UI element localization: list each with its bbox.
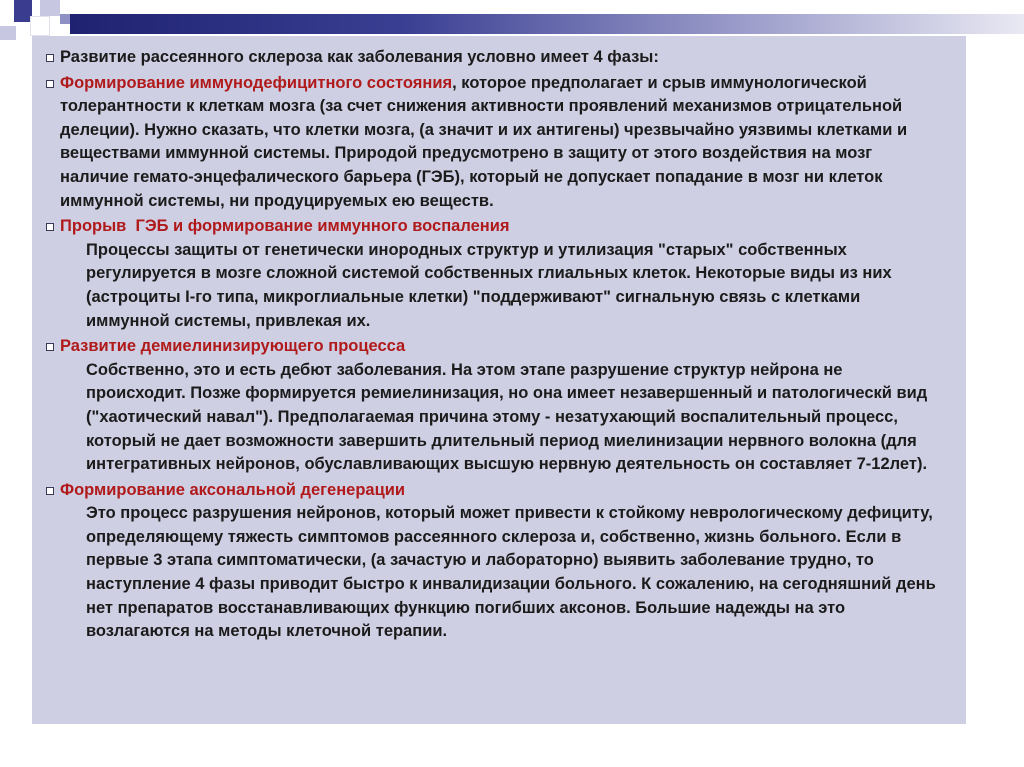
phase-heading: Формирование иммунодефицитного состояния	[60, 73, 453, 92]
intro-text: Развитие рассеянного склероза как заболевания условно имеет 4 фазы:	[60, 48, 659, 66]
phase-text: Процессы защиты от генетически инородных структур и утилизация "старых" собственных регулируется в мозге сложной системой собственных глиальных клеток. Некоторые виды из них (астроциты I-го типа, микроглиальные клетки) "поддерживают" сигнальную связь с клетками иммунной системы, привлекая их.	[86, 240, 892, 330]
decor-square	[0, 26, 16, 40]
title-bar-decoration	[70, 14, 1024, 34]
phase-heading: Развитие демиелинизирующего процесса	[60, 337, 406, 356]
decor-square	[60, 14, 70, 24]
phase-heading: Прорыв ГЭБ и формирование иммунного воспаления	[60, 217, 510, 236]
decor-square	[40, 0, 60, 16]
bullet-icon	[46, 487, 54, 495]
bullet-icon	[46, 223, 54, 231]
phase-text: Собственно, это и есть дебют заболевания. На этом этапе разрушение структур нейрона не происходит. Позже формируется ремиелинизация, но она имеет незавершенный и патологическй вид ("хаотический навал"). Предполагаемая причина этому - незатухающий воспалительный процесс, который не дает возможности завершить длительный период миелинизации нервного волокна (для интегративных нейронов, обуславливающих высшую нервную деятельность он составляет 7-12лет).	[86, 360, 928, 474]
phase-item	[46, 72, 944, 214]
phase-item	[46, 215, 944, 333]
bullet-icon	[46, 54, 54, 62]
phase-heading: Формирование аксональной дегенерации	[60, 480, 406, 499]
phase-text: Это процесс разрушения нейронов, который может привести к стойкому неврологическому дефициту, определяющему тяжесть симптомов рассеянного склероза и, собственно, жизнь больного. Если в первые 3 этапа симптоматически, (а зачастую и лабораторно) выявить заболевание трудно, то наступление 4 фазы приводит быстро к инвалидизации больного. К сожалению, на сегодняшний день нет препаратов восстанавливающих функцию погибших аксонов. Большие надежды на это возлагаются на методы клеточной терапии.	[86, 504, 936, 641]
bullet-icon	[46, 343, 54, 351]
slide-content-panel	[32, 36, 966, 724]
phase-item	[46, 479, 944, 644]
phase-item	[46, 335, 944, 477]
bullet-icon	[46, 80, 54, 88]
phase-text: , которое предполагает и срыв иммунологической толерантности к клеткам мозга (за счет снижения активности проявлений механизмов отрицательной делеции). Нужно сказать, что клетки мозга, (а значит и их антигены) чрезвычайно уязвимы клетками и веществами иммунной системы. Природой предусмотрено в защиту от этого воздействия на мозг наличие гемато-энцефалического барьера (ГЭБ), который не допускает попадание в мозг ни клеток иммунной системы, ни продуцируемых ею веществ.	[60, 73, 908, 210]
intro-item	[46, 46, 944, 70]
decor-square	[30, 16, 50, 36]
